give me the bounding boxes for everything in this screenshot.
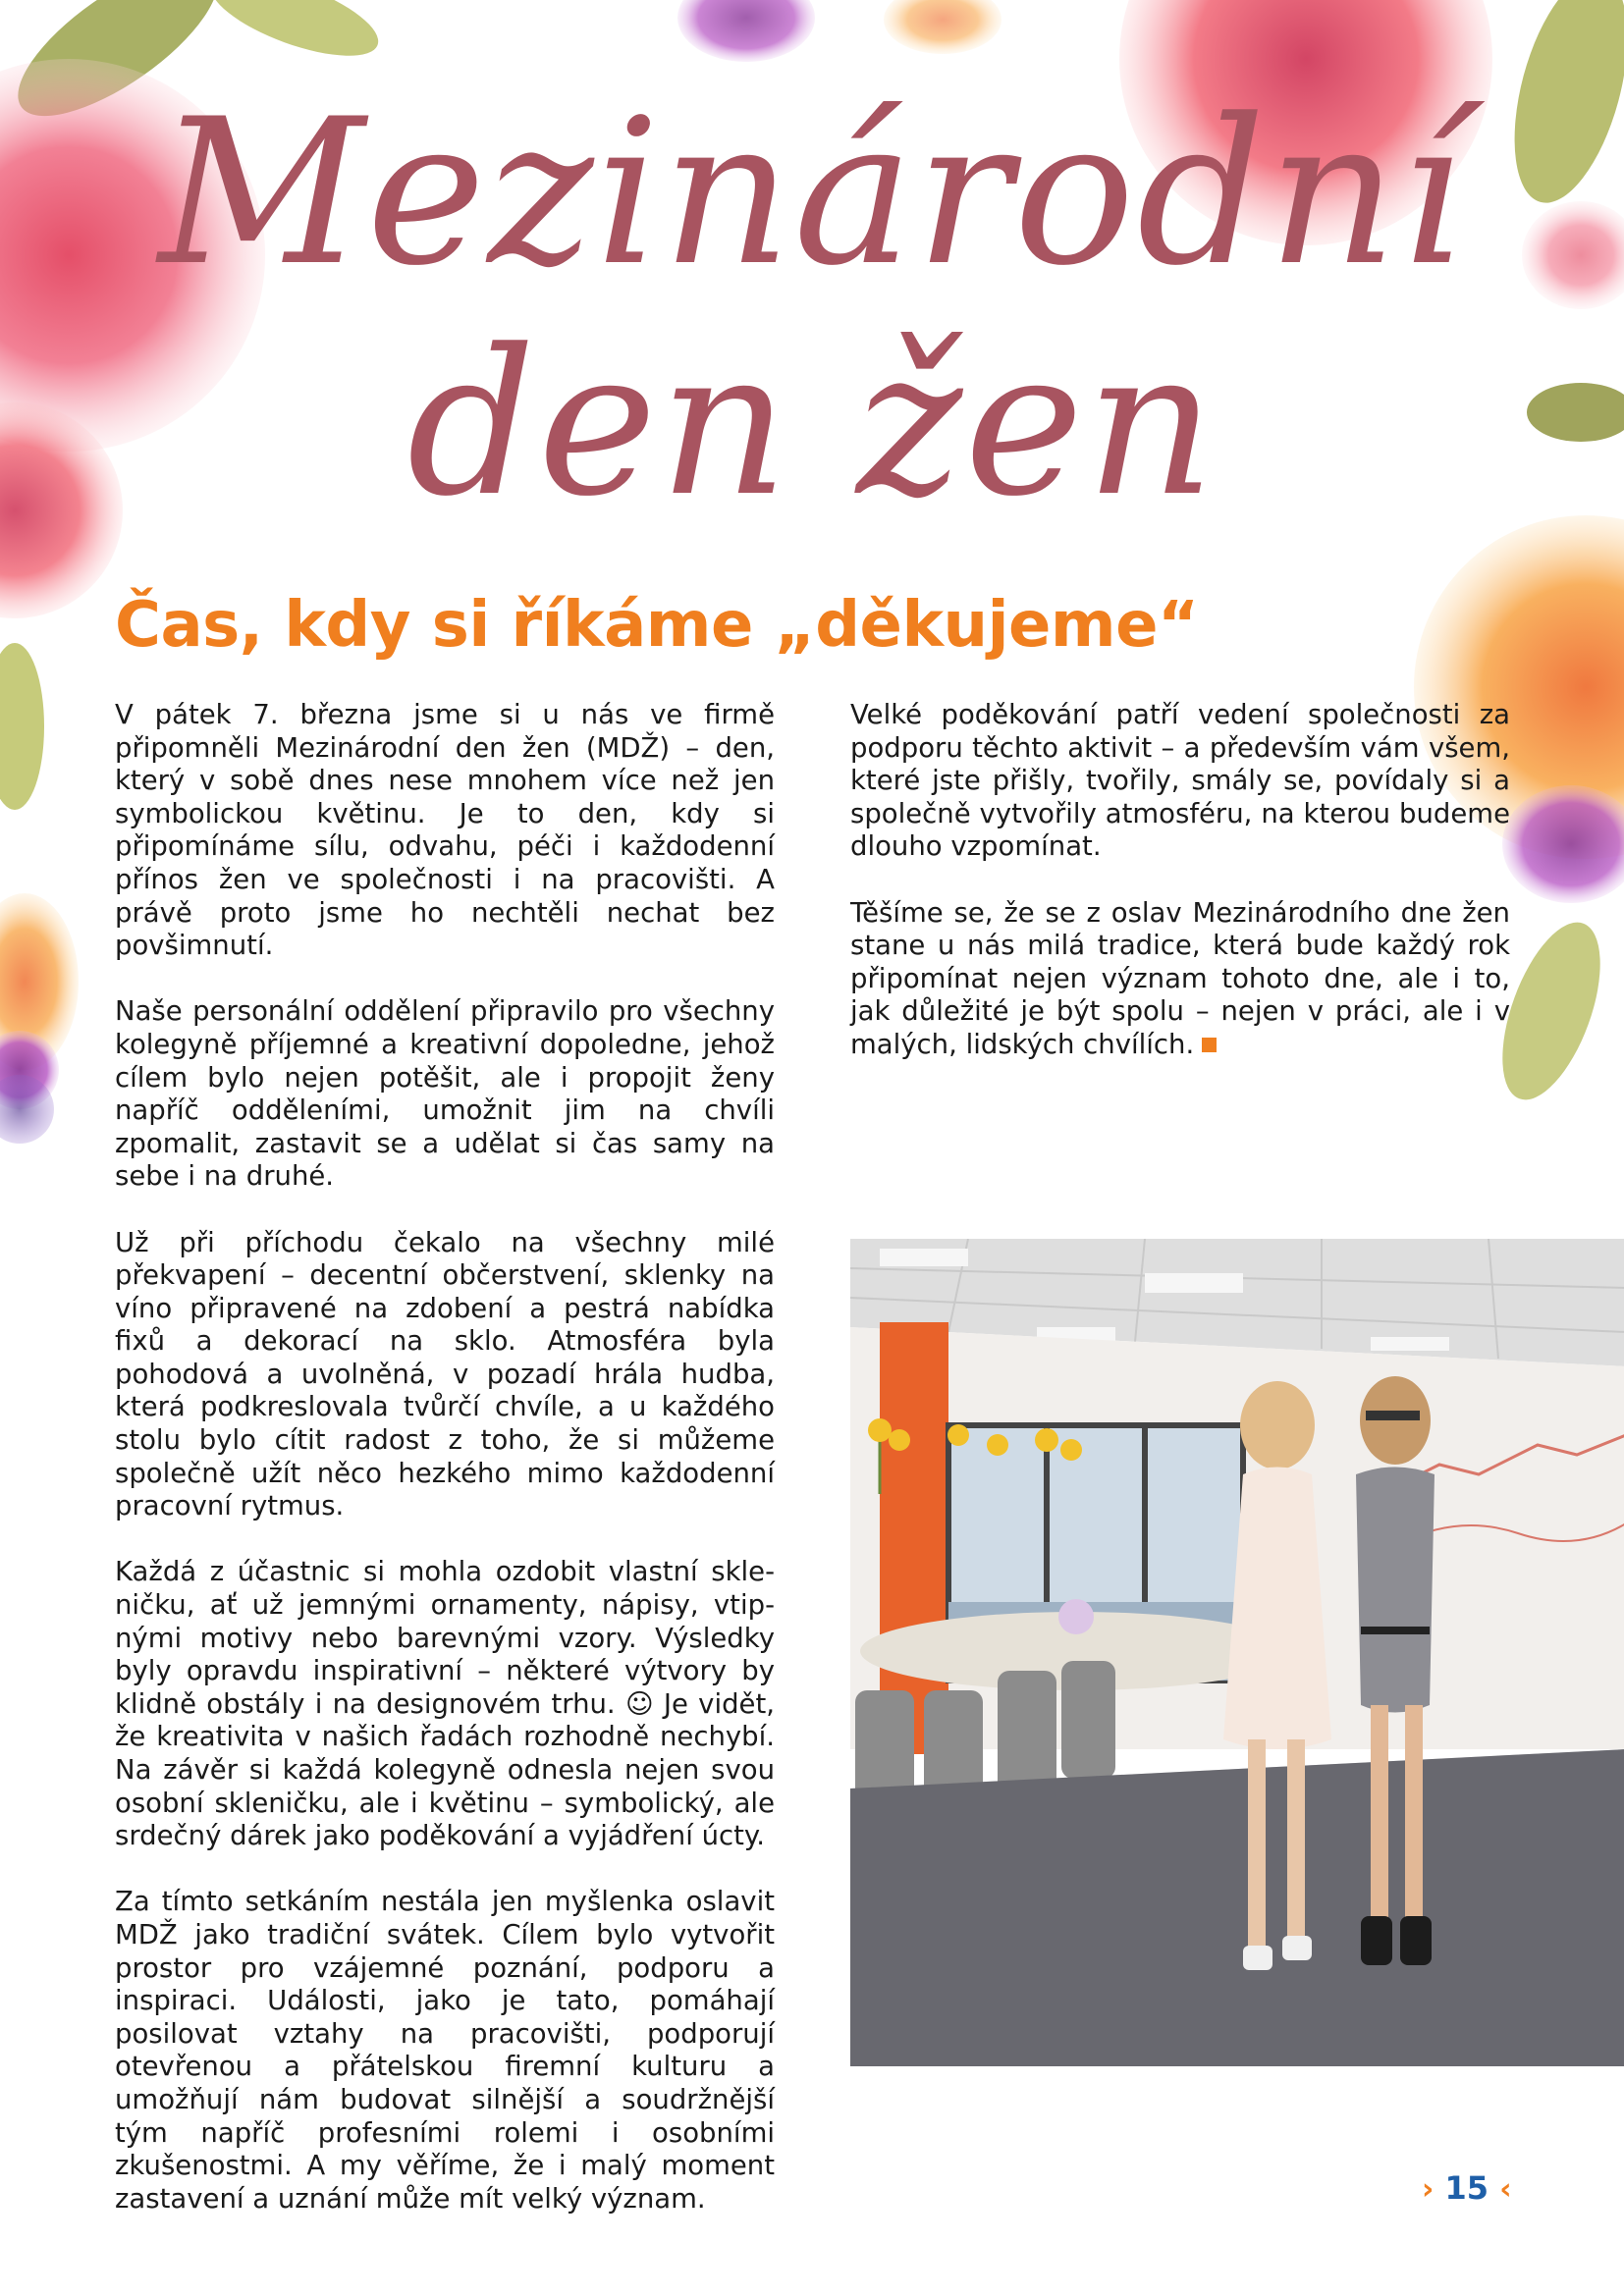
- title-line-2: den žen: [406, 307, 1218, 541]
- article-column-right: [850, 699, 1510, 1095]
- paragraph: Za tímto setkáním nestála jen myšlenka oslavit MDŽ jako tradiční svátek. Cílem bylo vytvořit prostor pro vzájemné poznání, podporu a inspiraci. Události, jako je tato, pomáhají posilovat vztahy na pracovišti, podporují otevřenou a přátelskou firemní kulturu a umožňují nám budovat silnější a soudržnější tým napříč profesními rolemi i osobními zkušenostmi. A my věříme, že i malý moment zastavení a uznání může mít velký význam.: [115, 1886, 775, 2215]
- paragraph: Každá z účastnic si mohla ozdobit vlastní skleničku, ať už jemnými ornamenty, nápisy, vtipnými motivy nebo barevnými vzory. Výsledky byly opravdu inspirativní – některé výtvory by klidně obstály i na designovém trhu. ☺ Je vidět, že kreativita v našich řadách rozhodně nechybí. Na závěr si každá kolegyně odnesla nejen svou osobní skleničku, ale i květinu – symbolický, ale srdečný dárek jako poděkování a vyjádření úcty.: [115, 1556, 775, 1852]
- leaf: [201, 0, 388, 73]
- end-mark-icon: [1202, 1038, 1217, 1052]
- leaf: [0, 643, 44, 810]
- event-photo: [850, 1239, 1624, 2066]
- article-column-left: [115, 699, 775, 2249]
- flower: [884, 0, 1001, 54]
- paragraph-last: [850, 897, 1510, 1062]
- page-number-value: 15: [1444, 2169, 1489, 2207]
- paragraph: Už při příchodu čekalo na všechny milé překvapení – decentní občerstvení, sklenky na víno připravené na zdobení a pestrá nabídka fixů a dekorací na sklo. Atmosféra byla pohodová a uvolněná, v pozadí hrála hudba, která podkreslovala tvůrčí chvíle, a u každého stolu bylo cítit radost z toho, že si můžeme společně užít něco hezkého mimo každodenní pracovní rytmus.: [115, 1226, 775, 1522]
- paragraph: Naše personální oddělení připravilo pro všechny kolegyně příjemné a kreativní dopoledne, jehož cílem bylo nejen potěšit, ale i propojit ženy napříč odděleními, umožnit jim na chvíli zpomalit, zastavit se a udělat si čas samy na sebe i na druhé.: [115, 995, 775, 1193]
- title-line-1: Mezinárodní: [158, 77, 1466, 310]
- paragraph: V pátek 7. března jsme si u nás ve firmě připomněli Mezinárodní den žen (MDŽ) – den, který v sobě dnes nese mnohem více než jen symbolickou květinu. Je to den, kdy si připomínáme sílu, odvahu, péči i každodenní přínos žen ve společnosti i na pracovišti. A právě proto jsme ho nechtěli nechat bez povšimnutí.: [115, 699, 775, 962]
- paragraph: Velké poděkování patří vedení společnosti za podporu těchto aktivit – a především vám všem, které jste přišly, tvořily, smály se, povídaly si a společně vytvořily atmosféru, na kterou budeme dlouho vzpomínat.: [850, 699, 1510, 863]
- photo-illustration: [850, 1239, 1624, 2066]
- arrow-left-icon: ‹: [1499, 2172, 1512, 2207]
- article-subtitle: Čas, kdy si říkáme „děkujeme“: [115, 589, 1199, 662]
- flower: [677, 0, 815, 62]
- paragraph-text: Těšíme se, že se z oslav Mezinárodního dne žen stane u nás milá tradice, která bude každý rok připomínat nejen význam tohoto dne, ale i to, jak důležité je být spolu – nejen v práci, ale i v malých, lidských chvílích.: [850, 896, 1510, 1060]
- page-number: [1422, 2169, 1512, 2207]
- arrow-right-icon: ›: [1422, 2172, 1435, 2207]
